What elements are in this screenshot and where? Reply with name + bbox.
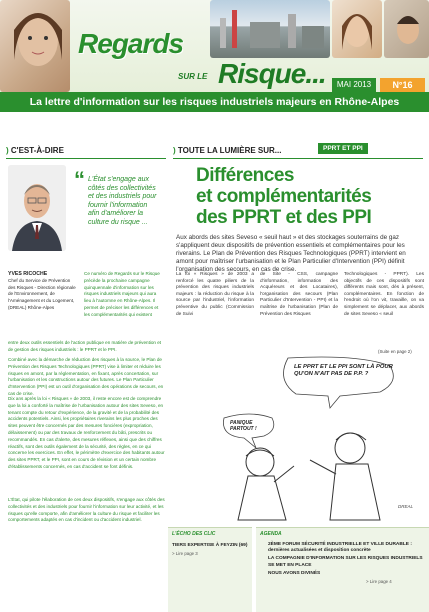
box-link[interactable]: > Lire page 3 (172, 551, 198, 557)
portrait-icon (332, 0, 382, 58)
issue-date: MAI 2013 (332, 78, 376, 92)
section-marker-icon: ) (6, 146, 9, 155)
box-title: L'ÉCHO DES CLIC (172, 531, 216, 537)
box-echo-des-clic (168, 527, 252, 612)
photo-industrial-site (210, 0, 330, 58)
agenda-item-3: NOUS AVONS DIVINÉS (268, 570, 321, 576)
section-heading-lumiere (173, 146, 281, 155)
left-paragraph-2: Combiné avec la démarche de réduction des risques à la source, le Plan de Prévention des Risques Technologiques (PPRT) vise à limiter et réduire les risques en amont, par la réglementation, en fixant, après concertation, sur l'urbanisation et les constructions autour des futures. Le Plan Particulier d'Intervention (PPI) est un outil d'organisation des opérations de secours, en cas de crise. (8, 357, 164, 396)
photo-girl-right (332, 0, 382, 58)
article-col-1: La loi « Risques » de 2003 a renforcé les quatre piliers de la prévention des risques industriels majeurs : la réduction du risque à la source par l'industriel, l'information préventive du public (Commission de Suivi (176, 272, 254, 317)
pull-quote: L'État s'engage aux côtés des collectivités et des industriels pour fournir l'information afin d'améliorer la culture du risque ... (88, 176, 157, 226)
cartoon-bubble-main: LE PPRT ET LE PPI SONT LÀ POUR QU'ON N'AIT PAS DE P.P. ? (294, 364, 393, 377)
left-paragraph-1: entre deux outils essentiels de l'action publique en matière de prévention et de gestion des risques industriels : le PPRT et le PPI. (8, 340, 162, 352)
banner-tagline: La lettre d'information sur les risques industriels majeurs en Rhône-Alpes (0, 92, 429, 112)
section-title: C'EST-À-DIRE (10, 146, 64, 155)
article-title-line-3: des PPRT et des PPI (196, 207, 372, 228)
masthead (0, 0, 429, 92)
author-block (8, 271, 76, 312)
box-item: TIERS EXPERTISE À FEYZIN (69) (172, 543, 248, 548)
agenda-item-1: 2ÈME FORUM SÉCURITÉ INDUSTRIELLE ET VILLE DURABLE : dernières actualisées et disposition concrète (268, 542, 412, 554)
section-tag: PPRT ET PPI (318, 143, 368, 154)
box-agenda (256, 527, 429, 612)
continued-note: (Suite en page 2) (378, 349, 412, 354)
article-lead: Aux abords des sites Seveso « seuil haut » et des stockages souterrains de gaz s'appliquent deux dispositifs de prévention essentiels et complémentaires pour les riverains. Le Plan de Prévention des Risques Technologiques (PPRT) intervient en amont pour maîtriser l'urbanisation et le Plan Particulier d'Intervention (PPI) définit l'organisation des secours, en cas de crise. (176, 234, 406, 273)
left-paragraph-3: Dix ans après la loi « Risques » de 2003, il reste encore est de comprendre que la loi a conforté la maîtrise de l'urbanisation autour des sites Seveso, en tenant compte du retour d'expérience, de la gravité et de la probabilité des accidents potentiels. Ainsi, les propriétaires riverains les plus proches des sites peuvent être concernés par des mesures foncières (expropriation, délaissement) ou par des travaux de renforcement du bâti, prescrits ou recommandés. En cas d'alerte, des mesures réflexes, ainsi que des chiffres réactifs, sont des outils également de la sécurité, des règles, en ce qui concerne les exercices. En effet, le périmètre d'exercice des habitants autour des sites PPRT, et le PPI, sont en cours de révision et un certain nombre d'établissements concernés, en cas d'accident se font définis. (8, 396, 165, 469)
article-title (196, 165, 426, 228)
issue-number: N°16 (380, 78, 425, 92)
quote-mark-icon: “ (74, 167, 85, 192)
box-title: AGENDA (260, 531, 282, 537)
cartoon-bubble-panic: PANIQUE PARTOUT ! (230, 420, 257, 433)
author-role: Chef du Service de Prévention des Risques - Direction régionale de l'Environnement, de l'Aménagement et du Logement, (DREAL) Rhône-Alpes (8, 277, 76, 310)
photo-woman-left (0, 0, 70, 92)
masthead-sur-le: SUR LE (178, 72, 208, 81)
divider (173, 158, 423, 159)
section-heading-cest-a-dire (6, 146, 64, 155)
cartoon-illustration (190, 352, 420, 524)
portrait-icon (8, 165, 66, 251)
agenda-item-2: LA COMPAGNIE D'INFORMATION SUR LES RISQUES INDUSTRIELS SE MET EN PLACE (268, 556, 423, 568)
section-title: TOUTE LA LUMIÈRE SUR... (177, 146, 282, 155)
factory-icon (210, 0, 330, 58)
masthead-title: Regards (78, 28, 184, 59)
divider (6, 158, 166, 159)
left-paragraph-4: L'État, qui pilote l'élaboration de ces deux dispositifs, s'engage aux côtés des collectivités et des industriels pour fournir l'information sur leur activité, et les risques qu'elle comporte, afin d'améliorer la culture du risque et faciliter les comportements adaptés en cas d'incident ou d'accident industriel. (8, 497, 165, 523)
photo-man-right (384, 0, 429, 58)
masthead-title-risque: Risque... (218, 58, 326, 89)
intro-text: Ce numéro de Regards sur le Risque précède la prochaine campagne quinquennale d'information sur les risques industriels majeurs qui aura lieu à l'automne en Rhône-Alpes. Il permet de préciser les différences et les complémentarités qui existent (84, 271, 160, 317)
article-col-3: Technologiques - PPRT). Les objectifs de ces dispositifs sont différents mais sont, dès à présent, complémentaires. En fonction de l'endroit où l'on vit, travaille, on va simplement se déplacer, aux abords de sites Seveso « seuil (344, 272, 424, 317)
photo-yves-ricoche (8, 165, 66, 251)
article-col-2: de Site - CSS, campagne d'information, information des Acquéreurs et des Locataires), l'organisation des secours (Plan Particulier d'Intervention - PPI) et la maîtrise de l'urbanisation (Plan de Prévention des Risques (260, 272, 338, 317)
author-name: YVES RICOCHE (8, 271, 48, 277)
box-link[interactable]: > Lire page 4 (366, 579, 392, 585)
article-title-line-1: Différences (196, 165, 294, 186)
article-title-line-2: et complémentarités (196, 186, 372, 207)
section-marker-icon: ) (173, 146, 176, 155)
cartoon-signature: DREAL (398, 504, 414, 509)
portrait-icon (0, 0, 70, 92)
portrait-icon (384, 0, 429, 58)
